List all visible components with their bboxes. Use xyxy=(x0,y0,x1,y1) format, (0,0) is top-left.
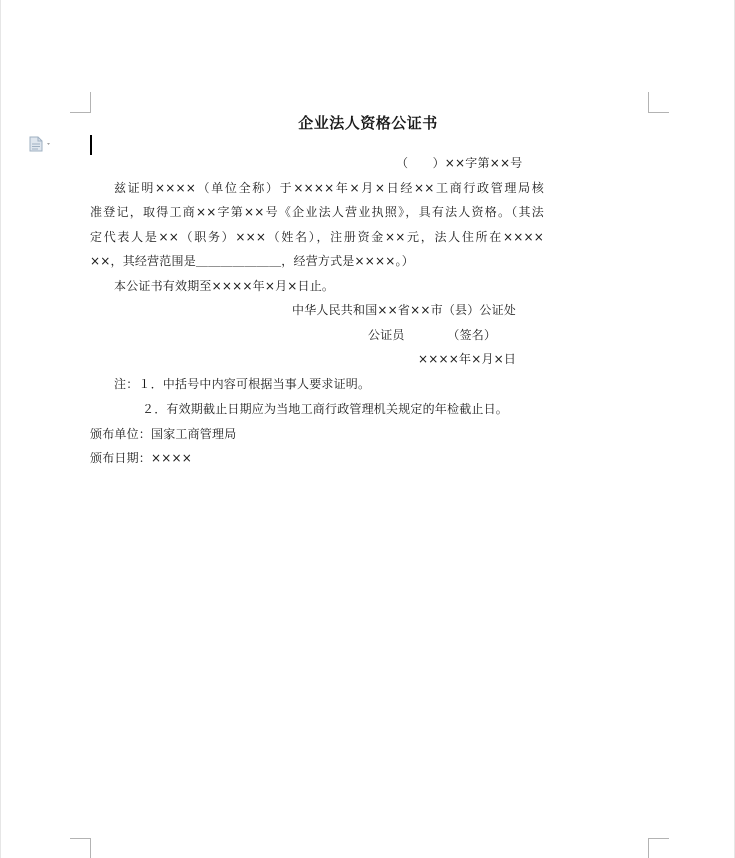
body-line-3: 定代表人是××（职务）×××（姓名），注册资金××元，法人住所在×××× xyxy=(90,230,544,244)
crop-mark-top-left xyxy=(70,92,91,113)
crop-mark-top-right xyxy=(648,92,669,113)
note-1: 注：１．中括号中内容可根据当事人要求证明。 xyxy=(114,377,371,391)
body-line-2: 准登记，取得工商××字第××号《企业法人营业执照》，具有法人资格。（其法 xyxy=(90,205,544,219)
document-menu-button[interactable] xyxy=(28,136,54,152)
issuing-authority: 颁布单位：国家工商管理局 xyxy=(90,427,237,441)
document-date: ××××年×月×日 xyxy=(418,352,517,366)
body-line-1: 兹证明××××（单位全称）于××××年×月×日经××工商行政管理局核 xyxy=(114,181,544,195)
crop-mark-bottom-right xyxy=(648,838,669,858)
document-title: 企业法人资格公证书 xyxy=(298,114,438,132)
body-line-4: ××，其经营范围是＿＿＿＿＿＿＿，经营方式是××××。） xyxy=(90,254,414,268)
crop-mark-bottom-left xyxy=(70,838,91,858)
notary-signature: 公证员 （签名） xyxy=(368,328,497,342)
page-edge-left xyxy=(0,0,1,858)
chevron-down-icon xyxy=(47,143,50,145)
text-cursor xyxy=(90,135,92,155)
notary-office: 中华人民共和国××省××市（县）公证处 xyxy=(292,303,517,317)
validity-line: 本公证书有效期至××××年×月×日止。 xyxy=(114,279,335,293)
document-icon xyxy=(28,136,54,152)
document-number: （ ）××字第××号 xyxy=(396,156,523,170)
issue-date: 颁布日期：×××× xyxy=(90,451,193,465)
note-2: ２．有效期截止日期应为当地工商行政管理机关规定的年检截止日。 xyxy=(142,402,509,416)
